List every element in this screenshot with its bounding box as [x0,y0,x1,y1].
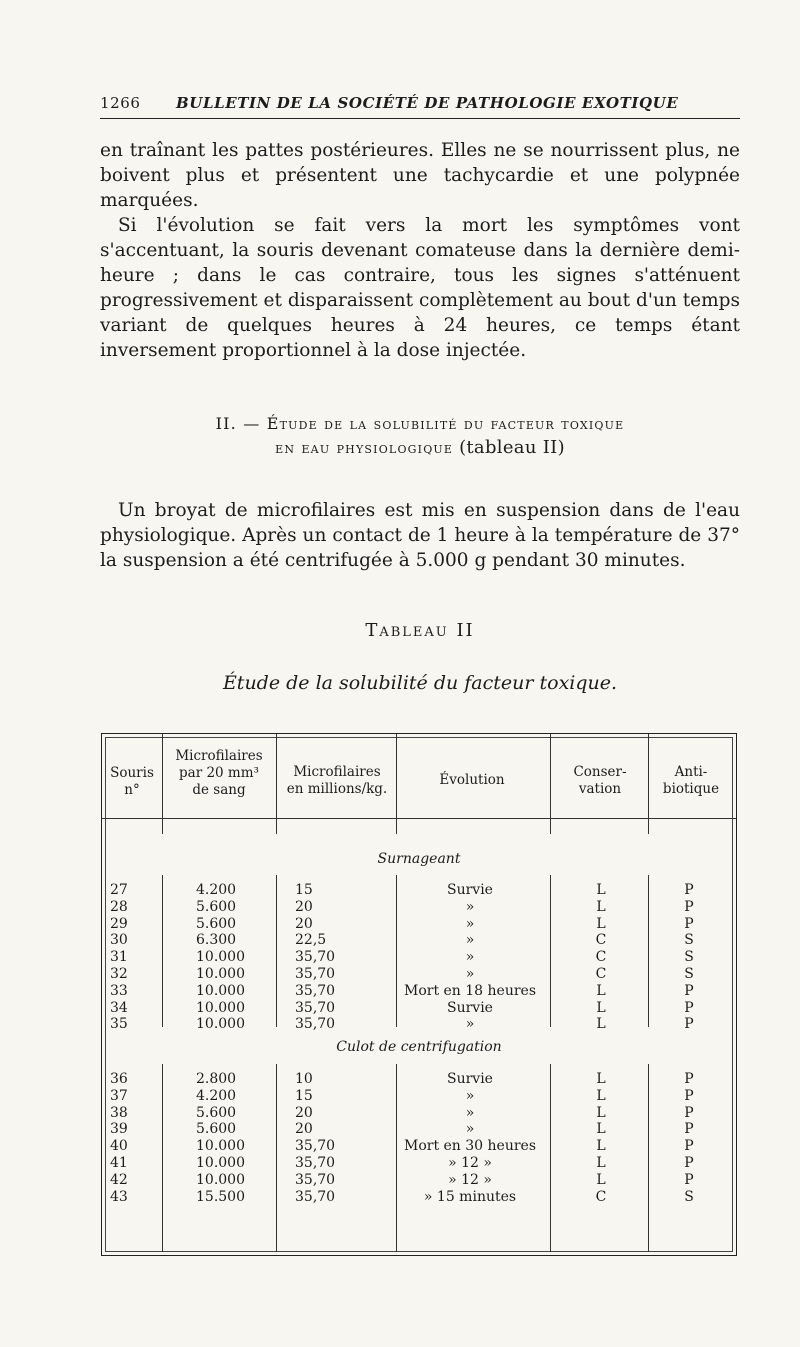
col-rule-4 [550,734,551,834]
cell-souris: 39 [110,1121,128,1138]
cell-souris: 27 [110,882,128,898]
cell-souris: 33 [110,982,128,999]
cell-souris: 35 [110,1016,128,1033]
cell-microfilaires: 10.000 [196,1171,245,1188]
cell-souris: 29 [110,915,128,932]
cell-microfilaires: 5.600 [196,898,237,915]
cell-millions: 35,70 [295,1016,336,1033]
cell-souris: 37 [110,1087,128,1104]
cell-millions: 20 [295,915,313,932]
cell-conservation: L [596,1016,606,1033]
cell-millions: 10 [295,1071,313,1087]
cell-souris: 30 [110,932,128,949]
col-header-millions: Microfilaires en millions/kg. [286,764,388,797]
cell-millions: 35,70 [295,999,336,1016]
results-table [101,733,737,1256]
cell-souris: 40 [110,1138,128,1155]
col-header-evolution: Évolution [439,772,505,788]
cell-antibiotique: P [684,1104,694,1121]
cell-evolution: Survie [447,882,493,898]
cell-microfilaires: 10.000 [196,949,245,966]
paragraph-3: Un broyat de microfilaires est mis en suspension dans de l'eau physiologique. Après un contact de 1 heure à la température de 37° la suspension a été centrifugée à 5.000 g pendant 30 minutes. [100,500,740,571]
col-header-souris: Souris n° [110,765,154,798]
cell-microfilaires: 5.600 [196,1121,237,1138]
col-rule-1b [162,875,163,1027]
cell-antibiotique: P [684,1155,694,1171]
table-title: Tableau II [365,620,475,641]
cell-souris: 36 [110,1071,128,1087]
col-header-antibiotique: Anti- biotique [662,764,720,797]
cell-evolution: » [465,1087,475,1104]
cell-microfilaires: 10.000 [196,1016,245,1033]
cell-microfilaires: 4.200 [196,882,237,898]
cell-millions: 35,70 [295,1155,336,1171]
cell-antibiotique: P [684,898,694,915]
cell-evolution: » 15 minutes [423,1188,517,1205]
cell-microfilaires: 5.600 [196,1104,237,1121]
section-heading [100,412,740,460]
cell-evolution: » [465,966,475,982]
cell-millions: 15 [295,882,313,898]
method-text [100,498,740,573]
cell-microfilaires: 5.600 [196,915,237,932]
group-label-culot: Culot de centrifugation [336,1039,502,1055]
cell-microfilaires: 10.000 [196,982,245,999]
cell-microfilaires: 6.300 [196,932,237,949]
table-subtitle: Étude de la solubilité du facteur toxique. [222,672,618,694]
cell-antibiotique: P [684,982,694,999]
section-heading-line1: II. — Étude de la solubilité du facteur toxique [215,414,625,433]
page-number: 1266 [100,94,141,112]
cell-evolution: » [465,1121,475,1138]
cell-conservation: L [596,1121,606,1138]
cell-evolution: Survie [447,999,493,1016]
cell-antibiotique: P [684,1071,694,1087]
cell-antibiotique: P [684,882,694,898]
cell-millions: 20 [295,1104,313,1121]
col-rule-2c [276,1064,277,1252]
cell-millions: 22,5 [295,932,327,949]
col-header-microfilaires: Microfilaires par 20 mm³ de sang [175,748,263,798]
cell-souris: 38 [110,1104,128,1121]
cell-conservation: C [595,966,607,982]
cell-antibiotique: P [684,1016,694,1033]
header-rule [102,818,736,819]
cell-conservation: L [596,999,606,1016]
running-header [100,94,740,119]
cell-antibiotique: P [684,1087,694,1104]
cell-antibiotique: P [684,999,694,1016]
intro-text [100,138,740,363]
cell-millions: 20 [295,1121,313,1138]
cell-conservation: L [596,1155,606,1171]
cell-conservation: C [595,949,607,966]
cell-evolution: » [465,1016,475,1033]
cell-antibiotique: S [684,1188,694,1205]
cell-antibiotique: P [684,1138,694,1155]
cell-evolution: Survie [447,1071,493,1087]
col-rule-3 [396,734,397,834]
cell-evolution: » [465,898,475,915]
cell-millions: 35,70 [295,966,336,982]
cell-conservation: L [596,1071,606,1087]
cell-microfilaires: 15.500 [196,1188,245,1205]
cell-antibiotique: S [684,966,694,982]
col-rule-2b [276,875,277,1027]
journal-title: BULLETIN DE LA SOCIÉTÉ DE PATHOLOGIE EXOTIQUE [176,94,679,112]
cell-souris: 42 [110,1171,128,1188]
cell-souris: 34 [110,999,128,1016]
cell-millions: 35,70 [295,982,336,999]
col-rule-1 [162,734,163,834]
cell-souris: 41 [110,1155,128,1171]
paragraph-2: Si l'évolution se fait vers la mort les symptômes vont s'accentuant, la souris devenant comateuse dans la dernière demi-heure ; dans le cas contraire, tous les signes s'atténuent progressivement et disparaissent complètement au bout d'un temps variant de quelques heures à 24 heures, ce temps étant inversement proportionnel à la dose injectée. [100,215,740,361]
cell-microfilaires: 10.000 [196,1155,245,1171]
cell-millions: 35,70 [295,1188,336,1205]
cell-evolution: » 12 » [448,1171,492,1188]
col-header-conservation: Conser- vation [573,764,627,797]
cell-evolution: Mort en 18 heures [403,982,537,999]
cell-conservation: L [596,898,606,915]
cell-conservation: L [596,1087,606,1104]
cell-antibiotique: P [684,915,694,932]
paragraph-1: en traînant les pattes postérieures. Elles ne se nourrissent plus, ne boivent plus et présentent une tachycardie et une polypnée marquées. [100,140,740,211]
col-rule-2 [276,734,277,834]
cell-conservation: C [595,932,607,949]
cell-conservation: L [596,882,606,898]
cell-microfilaires: 10.000 [196,999,245,1016]
col-rule-4b [550,875,551,1027]
cell-souris: 28 [110,898,128,915]
cell-antibiotique: P [684,1121,694,1138]
cell-antibiotique: S [684,949,694,966]
cell-conservation: C [595,1188,607,1205]
cell-evolution: Mort en 30 heures [403,1138,537,1155]
cell-millions: 35,70 [295,1171,336,1188]
cell-microfilaires: 10.000 [196,1138,245,1155]
col-rule-1c [162,1064,163,1252]
cell-millions: 20 [295,898,313,915]
cell-conservation: L [596,982,606,999]
col-rule-4c [550,1064,551,1252]
cell-millions: 15 [295,1087,313,1104]
cell-millions: 35,70 [295,949,336,966]
cell-evolution: » [465,949,475,966]
cell-evolution: » [465,932,475,949]
cell-millions: 35,70 [295,1138,336,1155]
cell-conservation: L [596,1171,606,1188]
cell-evolution: » 12 » [448,1155,492,1171]
cell-conservation: L [596,915,606,932]
cell-microfilaires: 2.800 [196,1071,237,1087]
cell-evolution: » [465,1104,475,1121]
cell-souris: 31 [110,949,128,966]
cell-antibiotique: S [684,932,694,949]
cell-conservation: L [596,1104,606,1121]
cell-evolution: » [465,915,475,932]
col-rule-5 [648,734,649,834]
cell-conservation: L [596,1138,606,1155]
section-heading-line2: en eau physiologique (tableau II) [275,437,565,458]
cell-microfilaires: 10.000 [196,966,245,982]
cell-antibiotique: P [684,1171,694,1188]
cell-microfilaires: 4.200 [196,1087,237,1104]
cell-souris: 43 [110,1188,128,1205]
cell-souris: 32 [110,966,128,982]
group-label-surnageant: Surnageant [377,851,461,867]
